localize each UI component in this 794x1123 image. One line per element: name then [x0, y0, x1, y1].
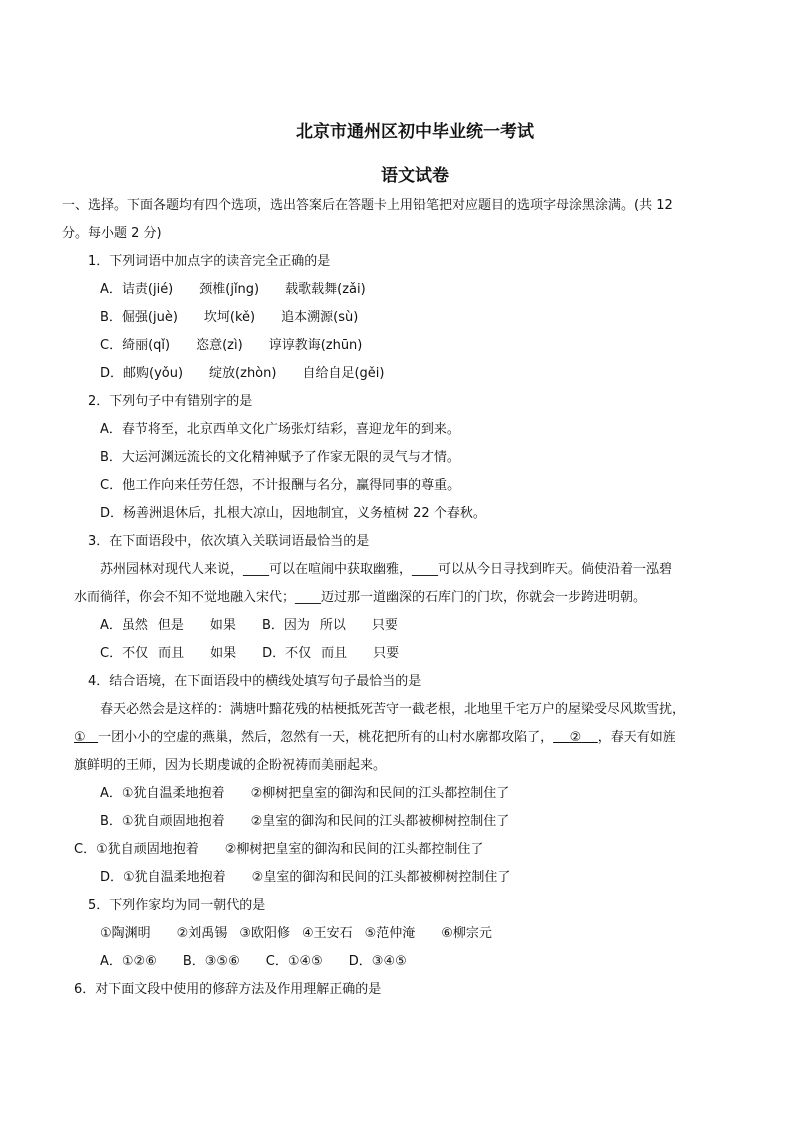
exam-subtitle: 语文试卷: [381, 166, 449, 186]
question-4-option-b: [100, 812, 509, 832]
question-2-option-b: B．大运河渊远流长的文化精神赋予了作家无限的灵气与才情。: [100, 450, 460, 465]
option-text: 自给自足(gěi): [302, 366, 385, 381]
question-4-option-d: [100, 868, 510, 888]
option-text: C．①犹自顽固地抱着: [74, 842, 199, 857]
option-text: 所以: [319, 618, 346, 633]
option-text: ②皇室的御沟和民间的江头都被柳树控制住了: [250, 814, 510, 829]
option-text: D．③④⑤: [348, 954, 407, 969]
option-text: 谆谆教诲(zhūn): [268, 338, 363, 353]
option-text: 坎坷(kě): [203, 310, 256, 325]
option-text: 只要: [371, 618, 398, 633]
option-text: D．不仅: [262, 646, 312, 661]
question-2-option-d: D．杨善洲退休后，扎根大凉山，因地制宜，义务植树 22 个春秋。: [100, 506, 486, 521]
option-text: A．虽然: [100, 618, 148, 633]
question-6-stem: 6．对下面文段中使用的修辞方法及作用理解正确的是: [74, 982, 382, 997]
option-text: C．①④⑤: [265, 954, 323, 969]
question-5-stem: 5．下列作家均为同一朝代的是: [88, 898, 266, 913]
question-3-passage-line1: 苏州园林对现代人来说，____可以在喧闹中获取幽雅，____可以从今日寻找到昨天。倘使沿着一泓碧: [100, 562, 673, 577]
blank-1: ①: [74, 730, 86, 745]
option-text: A．①犹自温柔地抱着: [100, 786, 225, 801]
option-text: 如果: [210, 646, 237, 661]
question-3-options-row1: [100, 616, 398, 636]
option-text: D．邮购(yǒu): [100, 366, 184, 381]
question-5-options: [100, 952, 407, 972]
option-text: 如果: [209, 618, 236, 633]
option-text: ②皇室的御沟和民间的江头都被柳树控制住了: [251, 870, 511, 885]
option-text: D．①犹自温柔地抱着: [100, 870, 226, 885]
option-text: ②柳树把皇室的御沟和民间的江头都控制住了: [224, 842, 484, 857]
author-item: ②刘禹锡: [176, 926, 228, 941]
question-2-option-a: A．春节将至，北京西单文化广场张灯结彩，喜迎龙年的到来。: [100, 422, 460, 437]
option-text: A．①②⑥: [100, 954, 157, 969]
option-text: C．绮丽(qǐ): [100, 338, 171, 353]
option-text: 颈椎(jǐng): [199, 282, 260, 297]
question-4-passage-line1: 春天必然会是这样的：满塘叶黯花残的枯梗抵死苦守一截老根，北地里千宅万户的屋梁受尽风欺雪扰，: [100, 702, 686, 717]
option-text: B．③⑤⑥: [182, 954, 240, 969]
question-3-options-row2: [100, 644, 399, 664]
option-text: C．不仅: [100, 646, 149, 661]
author-item: ⑥柳宗元: [441, 926, 492, 941]
question-5-authors: [100, 924, 492, 944]
option-text: 恣意(zì): [196, 338, 243, 353]
option-text: B．①犹自顽固地抱着: [100, 814, 225, 829]
passage-text: 一团小小的空虚的燕巢，然后，忽然有一天，桃花把所有的山村水廓都攻陷了，: [98, 730, 554, 745]
option-text: 而且: [321, 646, 348, 661]
blank-2: ②: [569, 730, 582, 745]
question-4-stem: 4．结合语境，在下面语段中的横线处填写句子最恰当的是: [88, 674, 422, 689]
author-item: ①陶渊明: [100, 926, 151, 941]
option-text: 载歌载舞(zǎi): [285, 282, 366, 297]
option-text: 绽放(zhòn): [209, 366, 277, 381]
option-text: 但是: [157, 618, 184, 633]
question-1-stem: 1．下列词语中加点字的读音完全正确的是: [88, 254, 331, 269]
section-instructions-line2: 分。每小题 2 分): [62, 226, 162, 241]
option-text: 追本溯源(sù): [281, 310, 359, 325]
question-2-stem: 2．下列句子中有错别字的是: [88, 394, 253, 409]
option-text: ②柳树把皇室的御沟和民间的江头都控制住了: [250, 786, 510, 801]
author-item: ③欧阳修: [239, 926, 290, 941]
question-4-passage-line3: 旗鲜明的王师，因为长期虔诚的企盼祝祷而美丽起来。: [74, 758, 387, 773]
question-2-option-c: C．他工作向来任劳任怨，不计报酬与名分，赢得同事的尊重。: [100, 478, 461, 493]
author-item: ⑤范仲淹: [364, 926, 416, 941]
option-text: B．倔强(juè): [100, 310, 178, 325]
question-1-option-d: [100, 364, 384, 384]
question-4-option-a: [100, 784, 509, 804]
section-instructions-line1: 一、选择。下面各题均有四个选项，选出答案后在答题卡上用铅笔把对应题目的选项字母涂黑涂满。(共 12: [62, 198, 673, 213]
question-1-option-a: [100, 280, 366, 300]
exam-title: 北京市通州区初中毕业统一考试: [296, 122, 534, 142]
option-text: A．诘责(jié): [100, 282, 174, 297]
passage-text: ，春天有如旌: [597, 730, 676, 745]
question-1-option-b: [100, 308, 358, 328]
question-1-option-c: [100, 336, 362, 356]
option-text: 而且: [158, 646, 185, 661]
question-4-option-c: [74, 840, 483, 860]
option-text: B．因为: [261, 618, 310, 633]
option-text: 只要: [373, 646, 400, 661]
question-3-stem: 3．在下面语段中，依次填入关联词语最恰当的是: [88, 534, 370, 549]
author-item: ④王安石: [301, 926, 353, 941]
question-4-passage-line2: [74, 728, 676, 748]
question-3-passage-line2: 水而徜徉，你会不知不觉地融入宋代；____迈过那一道幽深的石库门的门坎，你就会一步跨进明朝。: [74, 590, 647, 605]
